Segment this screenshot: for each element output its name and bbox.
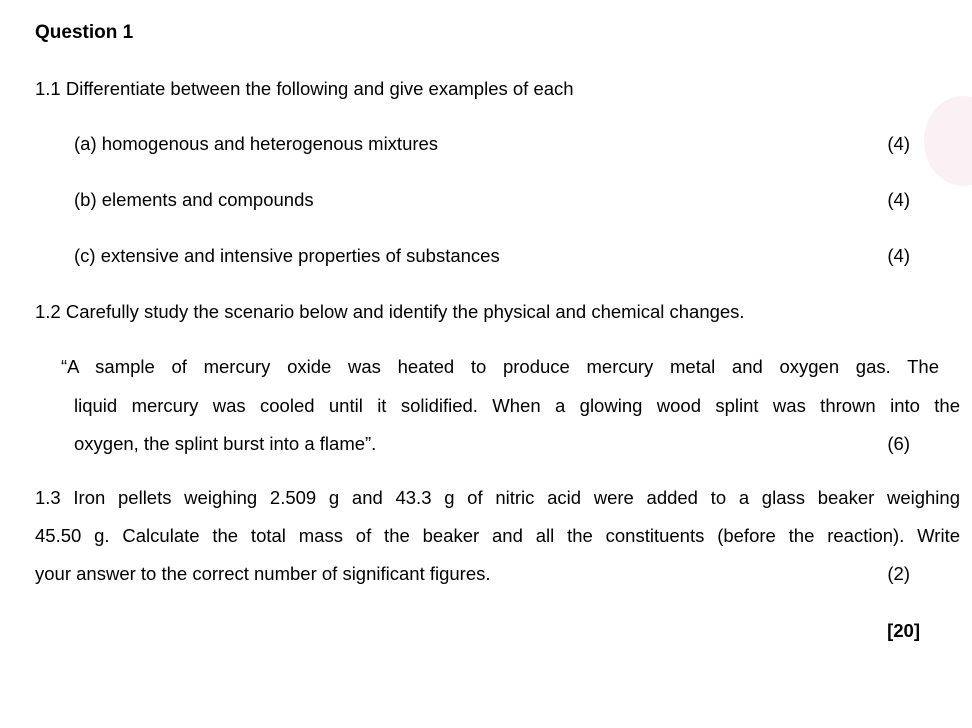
q1-3-line-1: 1.3 Iron pellets weighing 2.509 g and 43.3 g of nitric acid were added to a glass beaker weighing <box>35 487 960 508</box>
q1-1-item-a-marks: (4) <box>887 133 910 154</box>
q1-1-item-b-marks: (4) <box>887 189 910 210</box>
q1-1-item-c-marks: (4) <box>887 245 910 266</box>
question-title: Question 1 <box>35 22 134 43</box>
q1-2-marks: (6) <box>887 433 910 454</box>
page-edge-mark <box>924 96 972 186</box>
q1-3-marks: (2) <box>887 563 910 584</box>
q1-3-line-3: your answer to the correct number of significant figures. <box>35 563 491 584</box>
total-marks: [20] <box>887 620 920 641</box>
q1-2-intro: 1.2 Carefully study the scenario below and identify the physical and chemical changes. <box>35 301 745 322</box>
q1-1-item-c: (c) extensive and intensive properties of substances <box>74 245 500 266</box>
q1-1-item-a: (a) homogenous and heterogenous mixtures <box>74 133 439 154</box>
q1-2-scenario-line-1: “A sample of mercury oxide was heated to produce mercury metal and oxygen gas. The <box>61 356 939 377</box>
q1-1-item-b: (b) elements and compounds <box>74 189 314 210</box>
q1-3-line-2: 45.50 g. Calculate the total mass of the beaker and all the constituents (before the reaction). Write <box>35 525 960 546</box>
q1-2-scenario-line-3: oxygen, the splint burst into a flame”. <box>74 433 377 454</box>
q1-2-scenario-line-2: liquid mercury was cooled until it solidified. When a glowing wood splint was thrown into the <box>74 395 960 416</box>
q1-1-intro: 1.1 Differentiate between the following and give examples of each <box>35 78 574 99</box>
